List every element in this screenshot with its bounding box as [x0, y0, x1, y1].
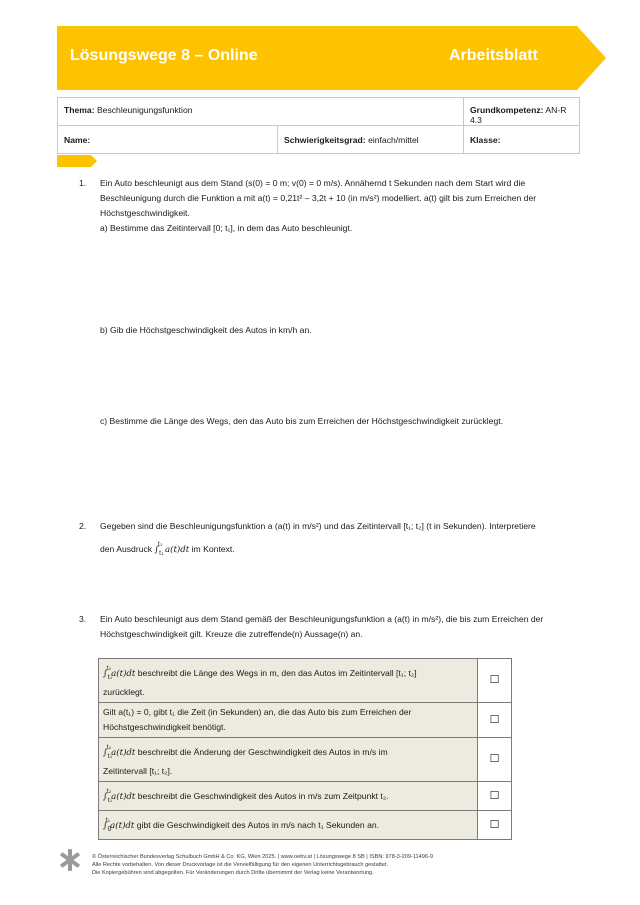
yellow-tab-marker: [57, 155, 97, 167]
checkbox[interactable]: ☐: [478, 811, 512, 840]
header-banner: [57, 26, 606, 90]
choice-row: [99, 703, 512, 738]
choice-text-part: gibt die Geschwindigkeit des Autos in m/s nach t₁ Sekunden an.: [134, 820, 380, 830]
checkbox[interactable]: ☐: [478, 738, 512, 782]
grundkompetenz-label: Grundkompetenz:: [469, 105, 544, 115]
task-1b-text: b) Gib die Höchstgeschwindigkeit des Autos in km/h an.: [100, 325, 312, 335]
choice-text-part: zurücklegt.: [103, 687, 145, 697]
banner-title: Lösungswege 8 – Online: [70, 47, 258, 64]
choice-text: [99, 659, 478, 703]
choice-row: [99, 738, 512, 782]
task-3-text-line-2: Höchstgeschwindigkeit gilt. Kreuze die zutreffende(n) Aussage(n) an.: [100, 629, 363, 639]
task-1c-text: c) Bestimme die Länge des Wegs, den das Auto bis zum Erreichen der Höchstgeschwindigkeit zurücklegt.: [100, 416, 503, 426]
choice-text: [99, 738, 478, 782]
task-3-number: 3.: [79, 614, 87, 624]
choice-text-part: beschreibt die Geschwindigkeit des Autos in m/s zum Zeitpunkt t₂.: [135, 791, 389, 801]
integral-expression: $\int_0^{t_1}$: [103, 817, 112, 833]
klasse-cell[interactable]: [463, 126, 579, 154]
banner-document-type: Arbeitsblatt: [449, 47, 538, 64]
task-1-text-line-1: Ein Auto beschleunigt aus dem Stand (s(0) = 0 m; v(0) = 0 m/s). Annähernd t Sekunden nach dem Start wird die: [100, 178, 526, 188]
info-table: [57, 97, 580, 154]
checkbox[interactable]: ☐: [478, 659, 512, 703]
integral-expression: $\int_{t_1}^{t_2}$: [103, 788, 113, 804]
name-label: Name:: [64, 134, 91, 145]
choice-text-part: Gilt a(t₁) = 0, gibt t₁ die Zeit (in Sekunden) an, die das Auto bis zum Erreichen der: [103, 707, 412, 717]
choice-text: [99, 703, 478, 738]
choice-row: [99, 782, 512, 811]
publisher-logo-icon: [59, 849, 81, 871]
thema-value: Beschleunigungsfunktion: [96, 105, 193, 115]
task-2-text-line-1: Gegeben sind die Beschleunigungsfunktion a (a(t) in m/s²) und das Zeitintervall [t₁; t₂] (t in Sekunden). Interpretiere: [100, 521, 536, 531]
choice-row: [99, 659, 512, 703]
grundkompetenz-value: AN-R 4.3: [469, 105, 567, 125]
grundkompetenz-cell: [463, 98, 579, 126]
footer: [92, 853, 433, 877]
task-3-text-line-1: Ein Auto beschleunigt aus dem Stand gemäß der Beschleunigungsfunktion a (a(t) in m/s²), die bis zum Erreichen der: [100, 614, 544, 624]
integrand: a(t)dt: [111, 669, 136, 679]
footer-line-1: © Österreichischer Bundesverlag Schulbuch GmbH & Co. KG, Wien 2025. | www.oebv.at | Lösungswege 8 SB | ISBN: 978-3-209-11496-9: [92, 854, 433, 860]
footer-line-3: Die Kopiergebühren sind abgegolten. Für Veränderungen durch Dritte übernimmt der Verlag keine Verantwortung.: [92, 870, 374, 876]
integrand: a(t)dt: [111, 792, 136, 802]
task-2-text-line-2: [100, 537, 600, 561]
footer-line-2: Alle Rechte vorbehalten. Von dieser Druckvorlage ist die Vervielfältigung für den eigenen Unterrichtsgebrauch gestattet.: [92, 862, 389, 868]
multiple-choice-table: [98, 658, 512, 840]
integrand: a(t)dt: [111, 748, 136, 758]
integrand: a(t)dt: [165, 545, 190, 555]
choice-text-part: beschreibt die Änderung der Geschwindigkeit des Autos in m/s im: [135, 747, 388, 757]
schwierigkeit-label: Schwierigkeitsgrad:: [284, 134, 366, 145]
checkbox[interactable]: ☐: [478, 782, 512, 811]
integral-expression: $\int_{t_1}^{t_2}$: [103, 744, 113, 760]
choice-text-part: Höchstgeschwindigkeit benötigt.: [103, 722, 226, 732]
integral-expression: $\int_{t_1}^{t_2}$: [103, 665, 113, 681]
thema-label: Thema:: [64, 105, 95, 115]
schwierigkeit-value: einfach/mittel: [368, 134, 419, 145]
task-2-number: 2.: [79, 521, 87, 531]
thema-cell: [58, 98, 464, 126]
task-1-text-line-3: Höchstgeschwindigkeit.: [100, 208, 190, 218]
choice-text-part: beschreibt die Länge des Wegs in m, den das Autos im Zeitintervall [t₁; t₂]: [135, 668, 417, 678]
task-1a-text: a) Bestimme das Zeitintervall [0; t₁], in dem das Auto beschleunigt.: [100, 223, 353, 233]
choice-text-part: Zeitintervall [t₁; t₂].: [103, 766, 173, 776]
task-1-number: 1.: [79, 178, 87, 188]
klasse-label: Klasse:: [469, 134, 501, 145]
task-2-line-2-pre: den Ausdruck: [100, 544, 153, 554]
choice-text: [99, 811, 478, 840]
checkbox[interactable]: ☐: [478, 703, 512, 738]
task-1-text-line-2: Beschleunigung durch die Funktion a mit a(t) = 0,21t² – 3,2t + 10 (in m/s²) modelliert. a(t) gilt bis zum Erreichen der: [100, 193, 537, 203]
name-cell[interactable]: [58, 126, 278, 154]
integrand: a(t)dt: [110, 821, 135, 831]
choice-text: [99, 782, 478, 811]
schwierigkeit-cell: [278, 126, 464, 154]
choice-row: [99, 811, 512, 840]
integral-expression: $\int_{t_1}^{t_2}$: [154, 541, 164, 557]
task-2-line-2-post: im Kontext.: [191, 544, 235, 554]
